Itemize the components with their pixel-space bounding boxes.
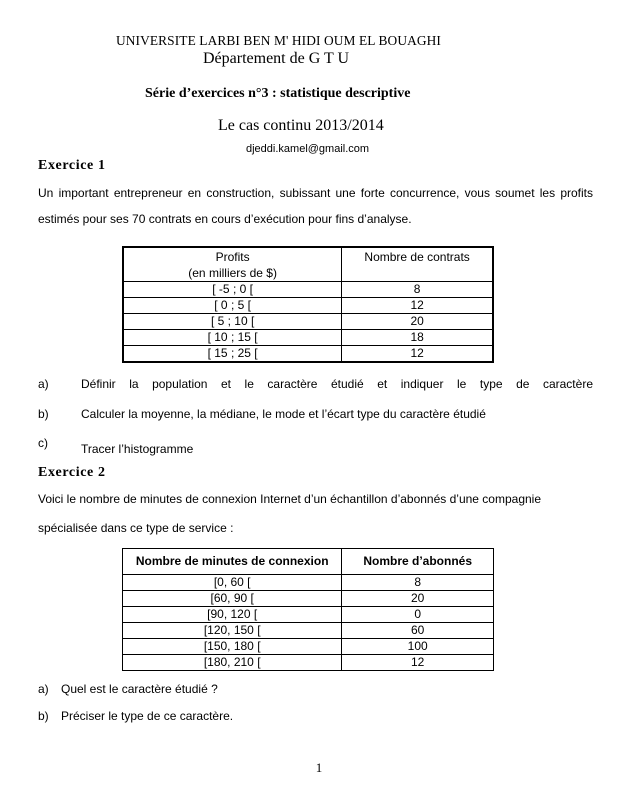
table-row — [123, 314, 493, 330]
column-header-subscribers: Nombre d’abonnés — [342, 549, 494, 575]
column-header-minutes: Nombre de minutes de connexion — [123, 549, 342, 575]
table-header-row — [123, 549, 494, 575]
count-cell: 8 — [342, 575, 494, 591]
count-cell: 60 — [342, 623, 494, 639]
question-label: b) — [38, 407, 49, 421]
class-cell: [90, 120 [ — [123, 607, 342, 623]
exercise-2-text-line2: spécialisée dans ce type de service : — [38, 521, 234, 535]
count-cell: 12 — [342, 298, 493, 314]
question-text: Tracer l’histogramme — [81, 442, 194, 456]
class-cell: [180, 210 [ — [123, 655, 342, 671]
table-row — [123, 623, 494, 639]
profits-table — [122, 246, 494, 363]
class-cell: [ 5 ; 10 [ — [123, 314, 342, 330]
question-text: Calculer la moyenne, la médiane, le mode et l’écart type du caractère étudié — [81, 407, 486, 421]
class-cell: [ -5 ; 0 [ — [123, 282, 342, 298]
header-profits-line: Profits — [215, 250, 250, 264]
question-label: c) — [38, 436, 48, 450]
question-label: a) — [38, 682, 49, 696]
table-row — [123, 655, 494, 671]
class-cell: [0, 60 [ — [123, 575, 342, 591]
class-cell: [150, 180 [ — [123, 639, 342, 655]
exercise-1-text: Un important entrepreneur en construction, subissant une forte concurrence, vous soumet les profits estimés pour ses 70 contrats en cours d’exécution pour fins d’analyse. — [38, 186, 593, 226]
count-cell: 8 — [342, 282, 493, 298]
count-cell: 20 — [342, 591, 494, 607]
class-cell: [ 10 ; 15 [ — [123, 330, 342, 346]
table-row — [123, 591, 494, 607]
table-row — [123, 575, 494, 591]
count-cell: 12 — [342, 346, 493, 363]
count-cell: 12 — [342, 655, 494, 671]
count-cell: 20 — [342, 314, 493, 330]
page-number: 1 — [315, 760, 323, 775]
count-cell: 100 — [342, 639, 494, 655]
table-header-row — [123, 247, 493, 282]
question-text: Définir la population et le caractère étudié et indiquer le type de caractère — [81, 377, 593, 391]
class-cell: [ 15 ; 25 [ — [123, 346, 342, 363]
table-row — [123, 639, 494, 655]
exercise-2-text-line1: Voici le nombre de minutes de connexion Internet d’un échantillon d’abonnés d’une compagnie — [38, 492, 542, 506]
document-subtitle: Le cas continu 2013/2014 — [218, 117, 384, 134]
count-cell: 18 — [342, 330, 493, 346]
class-cell: [60, 90 [ — [123, 591, 342, 607]
exercise-2-title: Exercice 2 — [38, 465, 106, 480]
table-row — [123, 346, 493, 363]
table-row — [123, 298, 493, 314]
class-cell: [ 0 ; 5 [ — [123, 298, 342, 314]
question-text: Préciser le type de ce caractère. — [61, 709, 234, 723]
column-header-profits — [123, 247, 342, 282]
university-name: UNIVERSITE LARBI BEN M' HIDI OUM EL BOUAGHI — [116, 33, 441, 48]
question-label: b) — [38, 709, 49, 723]
table-row — [123, 282, 493, 298]
table-row — [123, 330, 493, 346]
column-header-contracts: Nombre de contrats — [342, 247, 493, 282]
header-units-line: (en milliers de $) — [188, 266, 277, 280]
question-text: Quel est le caractère étudié ? — [61, 682, 218, 696]
department-name: Département de G T U — [203, 50, 350, 67]
series-title: Série d’exercices n°3 : statistique descriptive — [145, 86, 411, 101]
count-cell: 0 — [342, 607, 494, 623]
table-row — [123, 607, 494, 623]
author-email: djeddi.kamel@gmail.com — [246, 143, 370, 155]
exercise-1-title: Exercice 1 — [38, 158, 106, 173]
question-label: a) — [38, 377, 49, 391]
class-cell: [120, 150 [ — [123, 623, 342, 639]
connection-table — [122, 548, 494, 671]
